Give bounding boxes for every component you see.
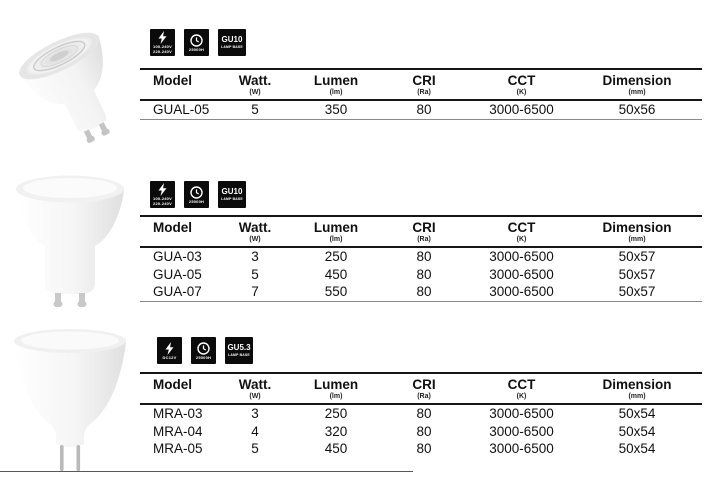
product-photo-gu10-upright (0, 163, 140, 313)
cell-model: MRA-03 (153, 406, 203, 422)
lightning-bolt-icon (157, 183, 168, 196)
col-cct: CCT (K) (507, 73, 536, 96)
spec-table-mra (140, 372, 702, 458)
cell-dimension: 50x57 (618, 249, 656, 265)
cell-dimension: 50x54 (618, 441, 656, 457)
lamp-base-subtitle: LAMP BASE (228, 352, 250, 357)
lifetime-label: 25000H (188, 46, 205, 52)
lamp-base-subtitle: LAMP BASE (221, 44, 243, 49)
cell-cri: 80 (377, 100, 471, 119)
table-row (140, 404, 702, 423)
col-cri: CRI (Ra) (412, 377, 436, 400)
clock-icon (190, 34, 203, 47)
header-row (140, 69, 702, 100)
table-row (140, 247, 702, 266)
cell-cct: 3000-6500 (489, 423, 554, 439)
voltage-label-line1: DC12V (162, 354, 177, 360)
cell-model: MRA-04 (153, 423, 203, 439)
cell-cct: 3000-6500 (489, 441, 554, 457)
cell-cct: 3000-6500 (471, 100, 572, 119)
col-cri: CRI (Ra) (412, 220, 436, 243)
cell-model: GUA-07 (140, 283, 215, 301)
clock-icon (197, 342, 210, 355)
cell-lumen: 450 (324, 266, 348, 282)
table-row (140, 100, 702, 119)
lightning-bolt-icon (157, 31, 168, 44)
col-dimension: Dimension (mm) (602, 220, 672, 243)
lamp-base-subtitle: LAMP BASE (221, 196, 243, 201)
header-row (140, 216, 702, 247)
col-lumen: Lumen (lm) (313, 73, 359, 96)
cell-dimension: 50x54 (618, 423, 656, 439)
lightning-bolt-icon (164, 342, 175, 355)
col-model: Model (153, 377, 192, 392)
voltage-label-line2: 220-240V (153, 49, 172, 54)
col-watt: Watt. (W) (238, 377, 272, 400)
spec-table-gual (140, 68, 702, 120)
cell-model: GUA-05 (153, 266, 202, 282)
cell-watt: 5 (251, 266, 259, 282)
cell-dimension: 50x57 (618, 266, 656, 282)
lifetime-label: 25000H (188, 198, 205, 204)
voltage-label-line2: 220-240V (153, 201, 172, 206)
cell-cri: 80 (416, 249, 432, 265)
cell-watt: 3 (251, 406, 259, 422)
voltage-badge (157, 337, 182, 364)
page-divider (0, 471, 413, 472)
col-cri: CRI (Ra) (412, 73, 436, 96)
cell-lumen: 250 (324, 249, 348, 265)
cell-cri: 80 (416, 406, 432, 422)
cell-cct: 3000-6500 (489, 266, 554, 282)
cell-model: GUAL-05 (140, 100, 215, 119)
voltage-badge (150, 181, 175, 208)
cell-lumen: 350 (295, 100, 377, 119)
table-row (140, 423, 702, 441)
lifetime-badge (184, 181, 209, 208)
col-lumen: Lumen (lm) (313, 220, 359, 243)
spec-table-gua (140, 215, 702, 302)
cell-cri: 80 (416, 423, 432, 439)
col-watt: Watt. (W) (238, 220, 272, 243)
voltage-badge (150, 29, 175, 56)
col-dimension: Dimension (mm) (602, 73, 672, 96)
table-row (140, 283, 702, 301)
col-dimension: Dimension (mm) (602, 377, 672, 400)
table-row (140, 440, 702, 458)
lamp-base-title: GU5.3 (227, 343, 251, 353)
col-model: Model (153, 220, 192, 235)
voltage-label-line1: 100-240V (153, 196, 172, 201)
cell-lumen: 550 (295, 283, 377, 301)
col-model: Model (153, 73, 192, 88)
lamp-base-badge (225, 337, 253, 364)
badge-row (150, 29, 246, 56)
lifetime-badge (191, 337, 216, 364)
cell-watt: 4 (251, 423, 259, 439)
clock-icon (190, 186, 203, 199)
cell-cct: 3000-6500 (489, 406, 554, 422)
cell-dimension: 50x56 (572, 100, 702, 119)
lifetime-badge (184, 29, 209, 56)
col-cct: CCT (K) (507, 220, 536, 243)
product-photo-mr16 (0, 318, 140, 472)
cell-dimension: 50x57 (572, 283, 702, 301)
cell-cri: 80 (416, 441, 432, 457)
lifetime-label: 25000H (195, 354, 212, 360)
lamp-base-badge (218, 181, 246, 208)
cell-lumen: 320 (324, 423, 348, 439)
cell-lumen: 250 (324, 406, 348, 422)
table-row (140, 266, 702, 284)
voltage-label-line1: 100-240V (153, 44, 172, 49)
lamp-base-title: GU10 (221, 35, 243, 45)
header-row (140, 373, 702, 404)
cell-cct: 3000-6500 (471, 283, 572, 301)
col-watt: Watt. (W) (238, 73, 272, 96)
cell-watt: 7 (215, 283, 295, 301)
cell-cri: 80 (416, 266, 432, 282)
cell-watt: 5 (215, 100, 295, 119)
col-lumen: Lumen (lm) (313, 377, 359, 400)
cell-watt: 3 (251, 249, 259, 265)
badge-row (157, 337, 253, 364)
lamp-base-title: GU10 (221, 187, 243, 197)
lamp-base-badge (218, 29, 246, 56)
cell-model: GUA-03 (153, 249, 202, 265)
col-cct: CCT (K) (507, 377, 536, 400)
product-photo-gu10-tilted (4, 12, 132, 152)
cell-model: MRA-05 (153, 441, 203, 457)
cell-cct: 3000-6500 (489, 249, 554, 265)
cell-lumen: 450 (324, 441, 348, 457)
badge-row (150, 181, 246, 208)
cell-watt: 5 (251, 441, 259, 457)
cell-dimension: 50x54 (618, 406, 656, 422)
cell-cri: 80 (377, 283, 471, 301)
